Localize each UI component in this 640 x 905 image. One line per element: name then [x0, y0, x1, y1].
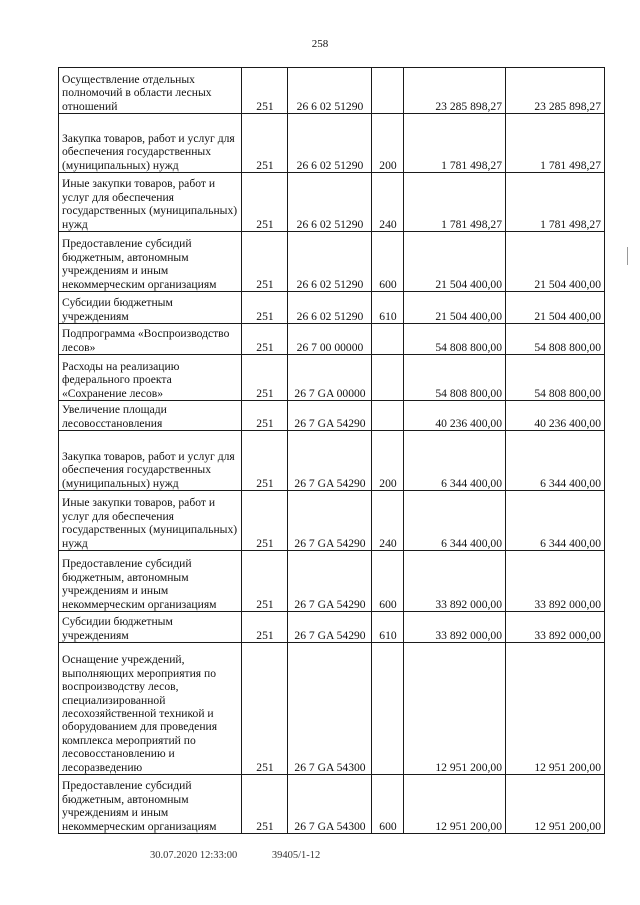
- row-target-article: 26 7 GA 54290: [288, 431, 372, 491]
- scan-margin-mark: [627, 247, 628, 265]
- row-target-article: 26 6 02 51290: [288, 232, 372, 292]
- row-ministry-code: 251: [242, 173, 288, 232]
- row-amount-1: 1 781 498,27: [404, 173, 506, 232]
- row-amount-2: 54 808 800,00: [506, 324, 605, 355]
- budget-table: [58, 67, 605, 834]
- row-name: Закупка товаров, работ и услуг для обеспечения государственных (муниципальных) нужд: [59, 431, 242, 491]
- row-target-article: 26 7 GA 00000: [288, 355, 372, 401]
- row-expense-type: [372, 401, 404, 431]
- row-amount-2: 40 236 400,00: [506, 401, 605, 431]
- table-row: [59, 114, 605, 173]
- row-expense-type: 200: [372, 114, 404, 173]
- table-row: [59, 173, 605, 232]
- row-amount-2: 23 285 898,27: [506, 68, 605, 114]
- row-ministry-code: 251: [242, 232, 288, 292]
- footer-doc-id: 39405/1-12: [271, 850, 321, 861]
- row-amount-1: 54 808 800,00: [404, 355, 506, 401]
- row-target-article: 26 7 GA 54290: [288, 612, 372, 643]
- table-row: [59, 775, 605, 834]
- row-amount-2: 21 504 400,00: [506, 292, 605, 324]
- table-row: [59, 431, 605, 491]
- row-ministry-code: 251: [242, 551, 288, 612]
- row-target-article: 26 7 GA 54300: [288, 643, 372, 775]
- table-row: [59, 401, 605, 431]
- table-row: [59, 643, 605, 775]
- row-amount-1: 33 892 000,00: [404, 551, 506, 612]
- footer-datetime: 30.07.2020 12:33:00: [150, 850, 238, 861]
- row-name: Предоставление субсидий бюджетным, автономным учреждениям и иным некоммерческим организациям: [59, 551, 242, 612]
- row-target-article: 26 7 00 00000: [288, 324, 372, 355]
- table-row: [59, 232, 605, 292]
- row-amount-1: 23 285 898,27: [404, 68, 506, 114]
- row-expense-type: 240: [372, 491, 404, 551]
- row-expense-type: 200: [372, 431, 404, 491]
- row-expense-type: [372, 355, 404, 401]
- row-expense-type: 600: [372, 232, 404, 292]
- row-name: Оснащение учреждений, выполняющих мероприятия по воспроизводству лесов, специализированной лесохозяйственной техникой и оборудованием для проведения комплекса мероприятий по лесовосстановлению и лесоразведению: [59, 643, 242, 775]
- row-target-article: 26 7 GA 54290: [288, 491, 372, 551]
- table-row: [59, 324, 605, 355]
- row-name: Предоставление субсидий бюджетным, автономным учреждениям и иным некоммерческим организациям: [59, 232, 242, 292]
- row-ministry-code: 251: [242, 68, 288, 114]
- row-ministry-code: 251: [242, 612, 288, 643]
- row-name: Увеличение площади лесовосстановления: [59, 401, 242, 431]
- row-ministry-code: 251: [242, 324, 288, 355]
- row-name: Подпрограмма «Воспроизводство лесов»: [59, 324, 242, 355]
- row-name: Расходы на реализацию федерального проекта «Сохранение лесов»: [59, 355, 242, 401]
- row-target-article: 26 7 GA 54300: [288, 775, 372, 834]
- row-target-article: 26 6 02 51290: [288, 292, 372, 324]
- table-row: [59, 612, 605, 643]
- row-amount-2: 1 781 498,27: [506, 173, 605, 232]
- row-target-article: 26 6 02 51290: [288, 173, 372, 232]
- row-target-article: 26 6 02 51290: [288, 114, 372, 173]
- row-amount-2: 54 808 800,00: [506, 355, 605, 401]
- row-ministry-code: 251: [242, 775, 288, 834]
- row-amount-1: 12 951 200,00: [404, 643, 506, 775]
- row-amount-2: 12 951 200,00: [506, 643, 605, 775]
- row-name: Осуществление отдельных полномочий в области лесных отношений: [59, 68, 242, 114]
- row-amount-2: 6 344 400,00: [506, 491, 605, 551]
- row-name: Субсидии бюджетным учреждениям: [59, 292, 242, 324]
- table-row: [59, 355, 605, 401]
- row-ministry-code: 251: [242, 401, 288, 431]
- row-target-article: 26 7 GA 54290: [288, 551, 372, 612]
- row-expense-type: 610: [372, 612, 404, 643]
- row-name: Иные закупки товаров, работ и услуг для обеспечения государственных (муниципальных) нужд: [59, 491, 242, 551]
- row-expense-type: 240: [372, 173, 404, 232]
- footer: [150, 850, 352, 861]
- row-expense-type: [372, 643, 404, 775]
- row-expense-type: 610: [372, 292, 404, 324]
- row-amount-1: 40 236 400,00: [404, 401, 506, 431]
- row-expense-type: [372, 68, 404, 114]
- row-ministry-code: 251: [242, 355, 288, 401]
- row-amount-1: 12 951 200,00: [404, 775, 506, 834]
- row-name: Иные закупки товаров, работ и услуг для обеспечения государственных (муниципальных) нужд: [59, 173, 242, 232]
- row-amount-1: 21 504 400,00: [404, 292, 506, 324]
- row-amount-1: 21 504 400,00: [404, 232, 506, 292]
- row-amount-1: 6 344 400,00: [404, 491, 506, 551]
- row-expense-type: 600: [372, 775, 404, 834]
- row-amount-2: 21 504 400,00: [506, 232, 605, 292]
- row-amount-2: 33 892 000,00: [506, 551, 605, 612]
- row-name: Предоставление субсидий бюджетным, автономным учреждениям и иным некоммерческим организациям: [59, 775, 242, 834]
- row-target-article: 26 6 02 51290: [288, 68, 372, 114]
- table-row: [59, 551, 605, 612]
- row-amount-2: 1 781 498,27: [506, 114, 605, 173]
- row-name: Субсидии бюджетным учреждениям: [59, 612, 242, 643]
- row-amount-1: 1 781 498,27: [404, 114, 506, 173]
- row-amount-2: 33 892 000,00: [506, 612, 605, 643]
- row-amount-2: 12 951 200,00: [506, 775, 605, 834]
- row-amount-1: 54 808 800,00: [404, 324, 506, 355]
- row-ministry-code: 251: [242, 491, 288, 551]
- row-name: Закупка товаров, работ и услуг для обеспечения государственных (муниципальных) нужд: [59, 114, 242, 173]
- table-row: [59, 292, 605, 324]
- row-expense-type: [372, 324, 404, 355]
- row-ministry-code: 251: [242, 431, 288, 491]
- page-number: 258: [311, 38, 329, 50]
- row-amount-1: 33 892 000,00: [404, 612, 506, 643]
- row-expense-type: 600: [372, 551, 404, 612]
- table-row: [59, 491, 605, 551]
- table-row: [59, 68, 605, 114]
- row-amount-1: 6 344 400,00: [404, 431, 506, 491]
- row-ministry-code: 251: [242, 114, 288, 173]
- row-ministry-code: 251: [242, 643, 288, 775]
- row-ministry-code: 251: [242, 292, 288, 324]
- row-amount-2: 6 344 400,00: [506, 431, 605, 491]
- row-target-article: 26 7 GA 54290: [288, 401, 372, 431]
